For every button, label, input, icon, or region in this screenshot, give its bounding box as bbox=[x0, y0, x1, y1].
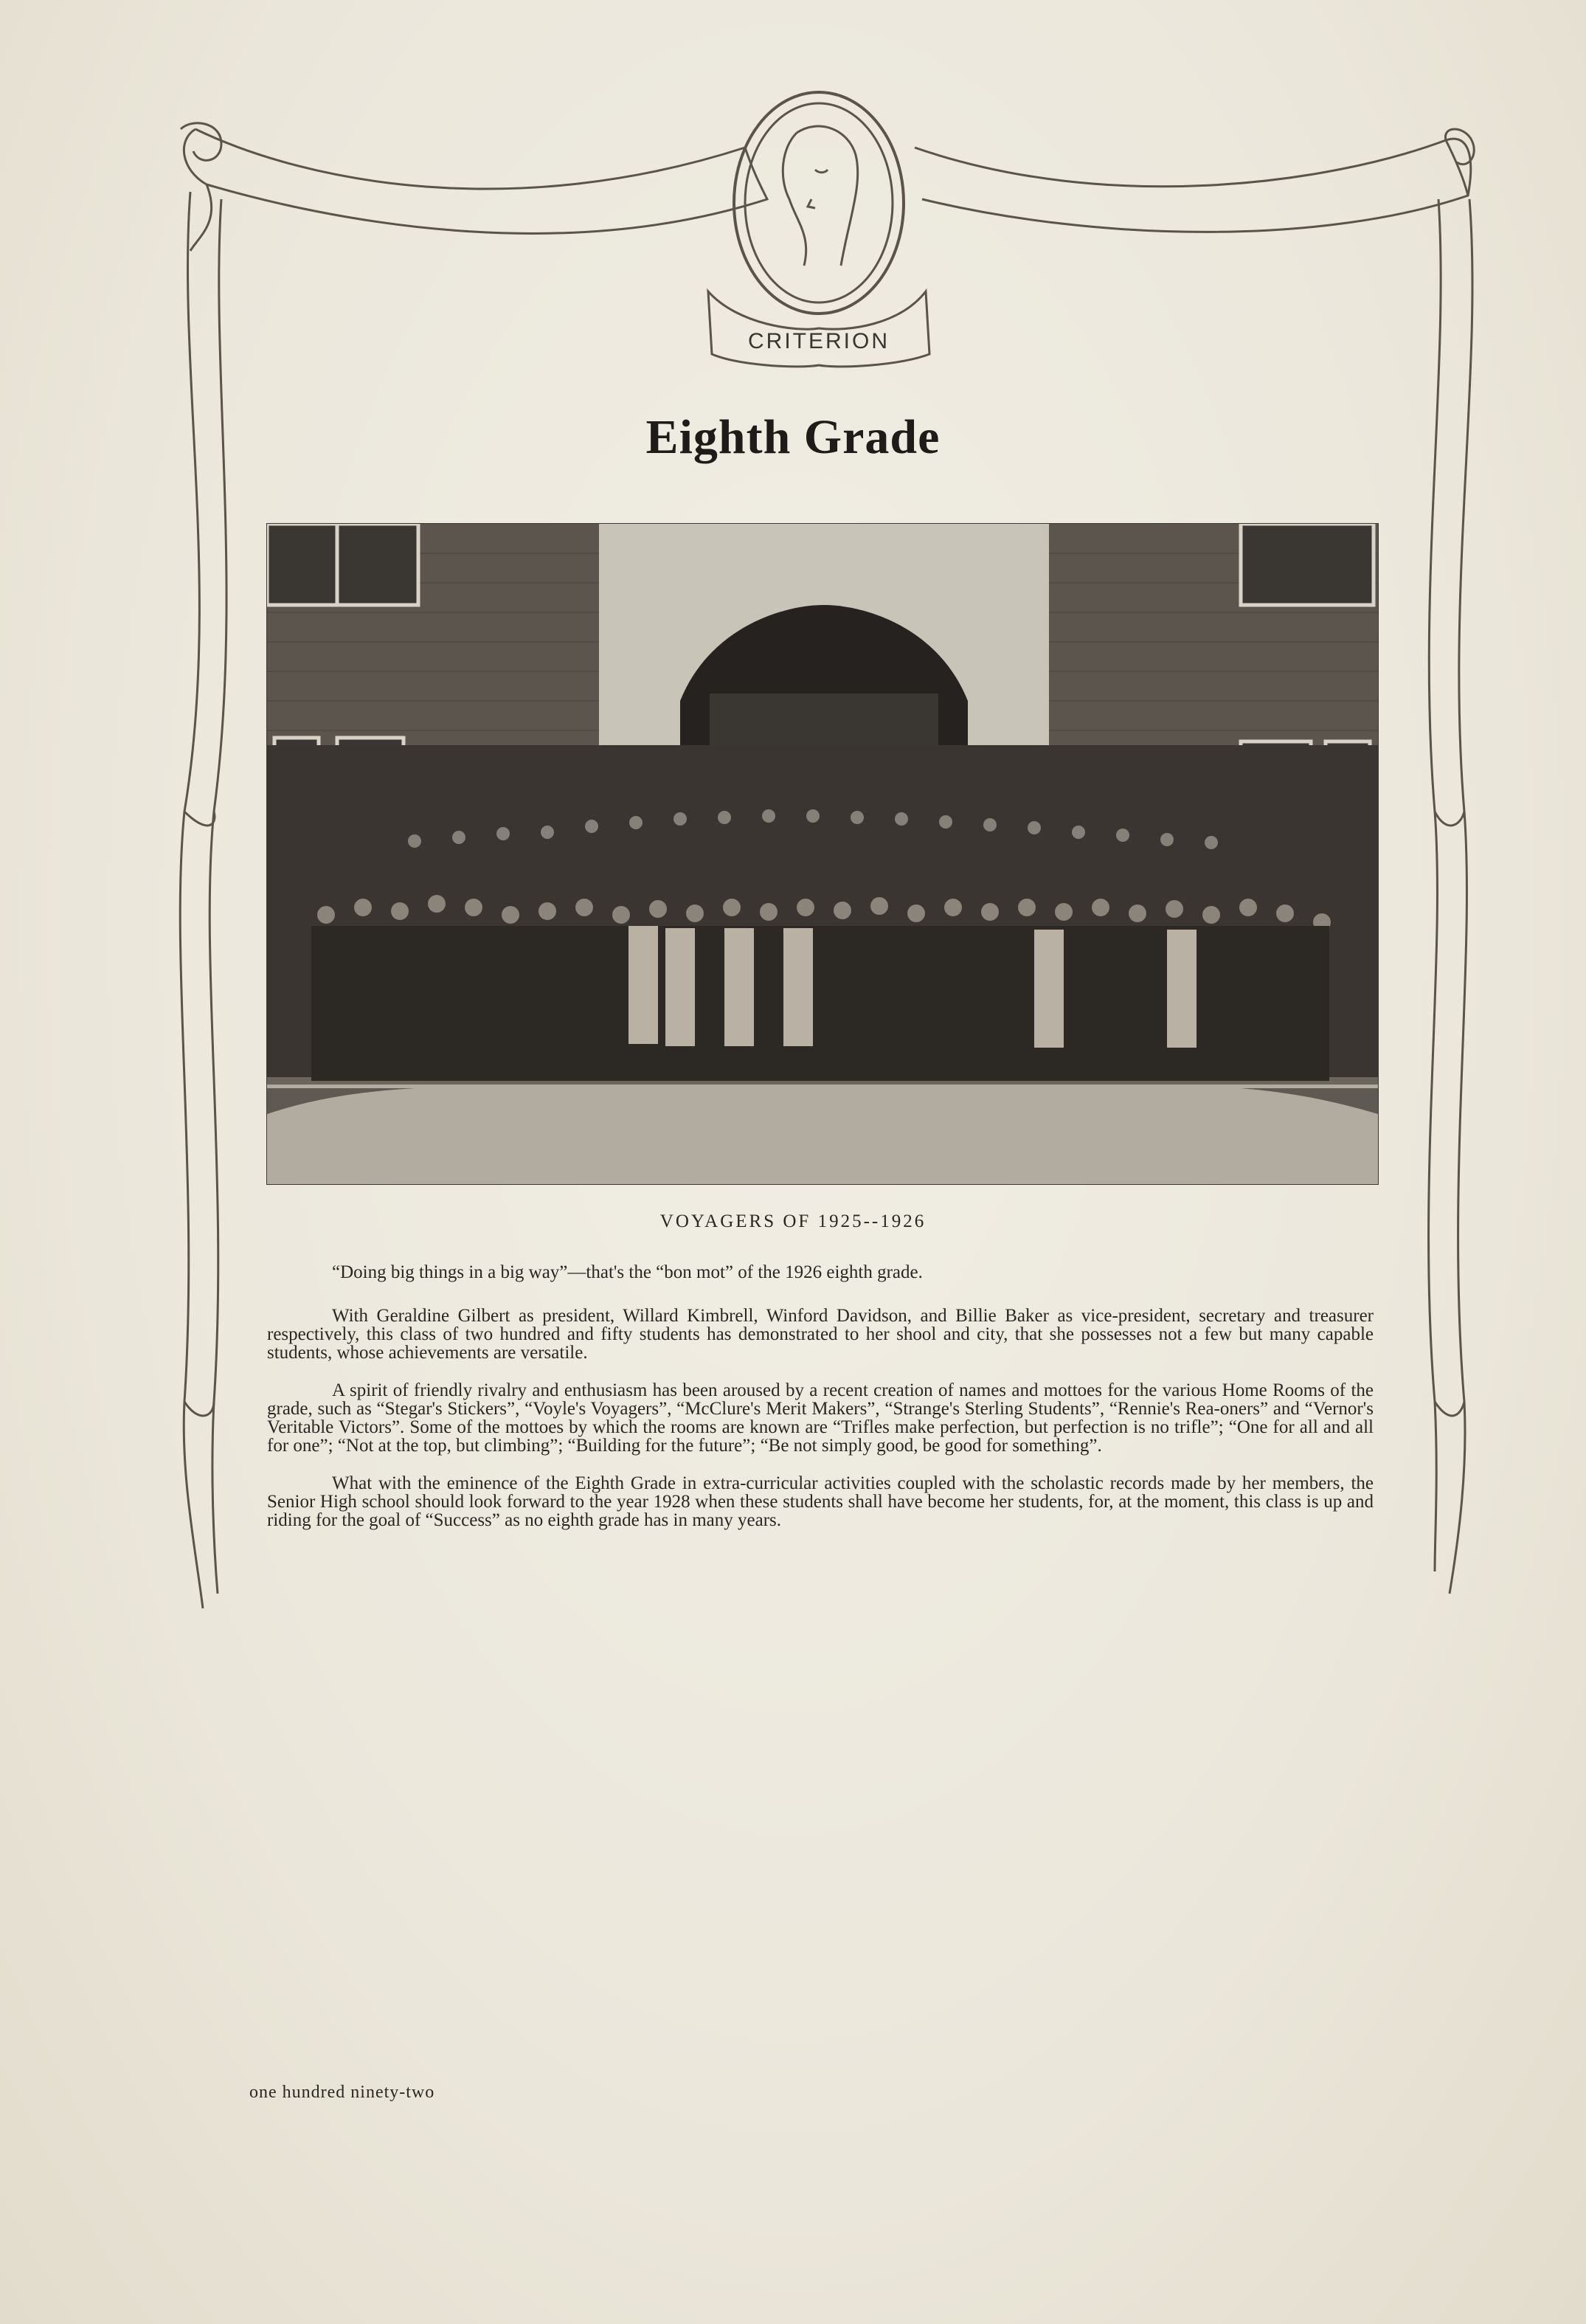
paragraph-officers: With Geraldine Gilbert as president, Willard Kimbrell, Winford Davidson, and Billie Baker as vice-president, secretary and treasurer respectively, this class of two hundred and fifty students has demonstrated to her shool and city, that she possesses not a few but many capable students, whose achievements are versatile. bbox=[267, 1306, 1374, 1363]
paragraph-outlook: What with the eminence of the Eighth Grade in extra-curricular activities coupled with the scholastic records made by her members, the Senior High school should look forward to the year 1928 when these students shall have become her students, for, at the moment, this class is up and riding for the goal of “Success” as no eighth grade has in many years. bbox=[267, 1473, 1374, 1530]
photo-caption: VOYAGERS OF 1925--1926 bbox=[659, 1211, 927, 1231]
paragraph-home-rooms: A spirit of friendly rivalry and enthusiasm has been aroused by a recent creation of names and mottoes for the various Home Rooms of the grade, such as “Stegar's Stickers”, “Voyle's Voyagers”, “McClure's Merit Makers”, “Strange's Sterling Students”, “Rennie's Rea-oners” and “Vernor's Veritable Victors”. Some of the mottoes by which the rooms are known are “Trifles make perfection, but perfection is no trifle”; “One for all and all for one”; “Not at the top, but climbing”; “Building for the future”; “Be not simply good, be good for something”. bbox=[267, 1380, 1374, 1456]
paragraph-motto: “Doing big things in a big way”—that's the “bon mot” of the 1926 eighth grade. bbox=[332, 1262, 923, 1282]
page-title: Eighth Grade bbox=[645, 410, 941, 464]
emblem-label: CRITERION bbox=[748, 329, 890, 353]
class-photo bbox=[267, 524, 1378, 1184]
article-body bbox=[267, 1263, 1374, 1549]
page-number: one hundred ninety-two bbox=[249, 2083, 435, 2102]
